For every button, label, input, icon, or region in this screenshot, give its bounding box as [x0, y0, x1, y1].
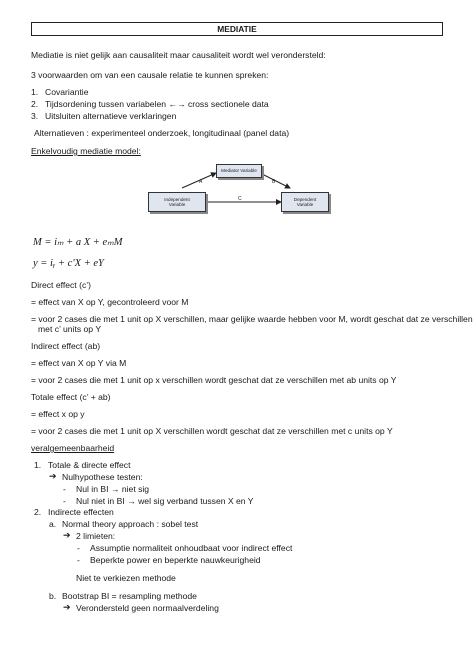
condition-item: Covariantie [45, 87, 89, 97]
mediation-diagram [148, 158, 328, 218]
direct-effect-line: = voor 2 cases die met 1 unit op X verschillen, maar gelijke waarde hebben voor M, wordt geschat dat ze verschillen [31, 314, 473, 324]
mediator-box [216, 164, 262, 178]
bold-arrow-icon: ➔ [63, 530, 71, 540]
independent-label: Independent [164, 196, 190, 202]
arrow-item: 2 limieten: [76, 531, 116, 541]
sub-label: a. [49, 519, 57, 529]
section-number: 1. [34, 460, 42, 470]
indirect-effect-heading: Indirect effect (ab) [31, 341, 101, 351]
sub-title: Normal theory approach : sobel test [62, 519, 199, 529]
condition-item: Uitsluiten alternatieve verklaringen [45, 111, 177, 121]
dependent-label: Variable [296, 202, 314, 207]
document-title: MEDIATIE [31, 22, 443, 36]
condition-number: 1. [31, 87, 39, 97]
intro-text: Mediatie is niet gelijk aan causaliteit maar causaliteit wordt wel verondersteld: [31, 50, 326, 60]
simple-model-heading: Enkelvoudig mediatie model: [31, 146, 141, 156]
total-effect-line: = effect x op y [31, 409, 85, 419]
arrow-item: Nulhypothese testen: [62, 472, 143, 482]
formula-mediator: M = iₘ + a X + eₘM [33, 237, 123, 248]
section-title: Indirecte effecten [48, 507, 114, 517]
dash-bullet: - [77, 543, 80, 553]
mediator-label: Mediator Variable [221, 168, 257, 174]
direct-effect-line: = effect van X op Y, gecontroleerd voor M [31, 297, 189, 307]
total-effect-heading: Totale effect (c’ + ab) [31, 392, 111, 402]
indirect-effect-line: = voor 2 cases die met 1 unit op x verschillen wordt geschat dat ze verschillen met ab units op Y [31, 375, 397, 385]
sub-title: Bootstrap BI = resampling methode [62, 591, 197, 601]
path-a-label: A [199, 179, 203, 185]
bold-arrow-icon: ➔ [63, 602, 71, 612]
dash-item: Nul in BI → niet sig [76, 484, 150, 494]
bold-arrow-icon: ➔ [49, 471, 57, 481]
independent-label: Variable [168, 202, 186, 207]
section-number: 2. [34, 507, 42, 517]
condition-item: Tijdsordening tussen variabelen ←→ cross sectionele data [45, 99, 269, 109]
independent-box [148, 192, 206, 212]
path-c-label: C [238, 196, 242, 202]
condition-number: 3. [31, 111, 39, 121]
path-b-label: B [272, 179, 276, 185]
indirect-effect-line: = effect van X op Y via M [31, 358, 127, 368]
dependent-label: Dependent [293, 196, 317, 202]
sub-label: b. [49, 591, 57, 601]
dash-bullet: - [63, 496, 66, 506]
dash-item: Nul niet in BI → wel sig verband tussen X en Y [76, 496, 254, 506]
total-effect-line: = voor 2 cases die met 1 unit op X verschillen wordt geschat dat ze verschillen met c units op Y [31, 426, 393, 436]
dash-bullet: - [77, 555, 80, 565]
dash-bullet: - [63, 484, 66, 494]
direct-effect-heading: Direct effect (c’) [31, 280, 92, 290]
dash-item: Assumptie normaliteit onhoudbaat voor indirect effect [90, 543, 293, 553]
conditions-heading: 3 voorwaarden om van een causale relatie te kunnen spreken: [31, 70, 269, 80]
condition-number: 2. [31, 99, 39, 109]
dependent-box [281, 192, 329, 212]
dash-item: Beperkte power en beperkte nauwkeurigheid [90, 555, 261, 565]
alternatives-text: Alternatieven : experimenteel onderzoek, longitudinaal (panel data) [34, 128, 290, 138]
method-note: Niet te verkiezen methode [76, 573, 176, 583]
formula-outcome: y = iᵧ + cʹX + eY [33, 258, 104, 269]
generalization-heading: veralgemeenbaarheid [31, 443, 115, 453]
arrow-item: Verondersteld geen normaalverdeling [76, 603, 219, 613]
section-title: Totale & directe effect [48, 460, 131, 470]
direct-effect-line: met c’ units op Y [38, 324, 102, 334]
